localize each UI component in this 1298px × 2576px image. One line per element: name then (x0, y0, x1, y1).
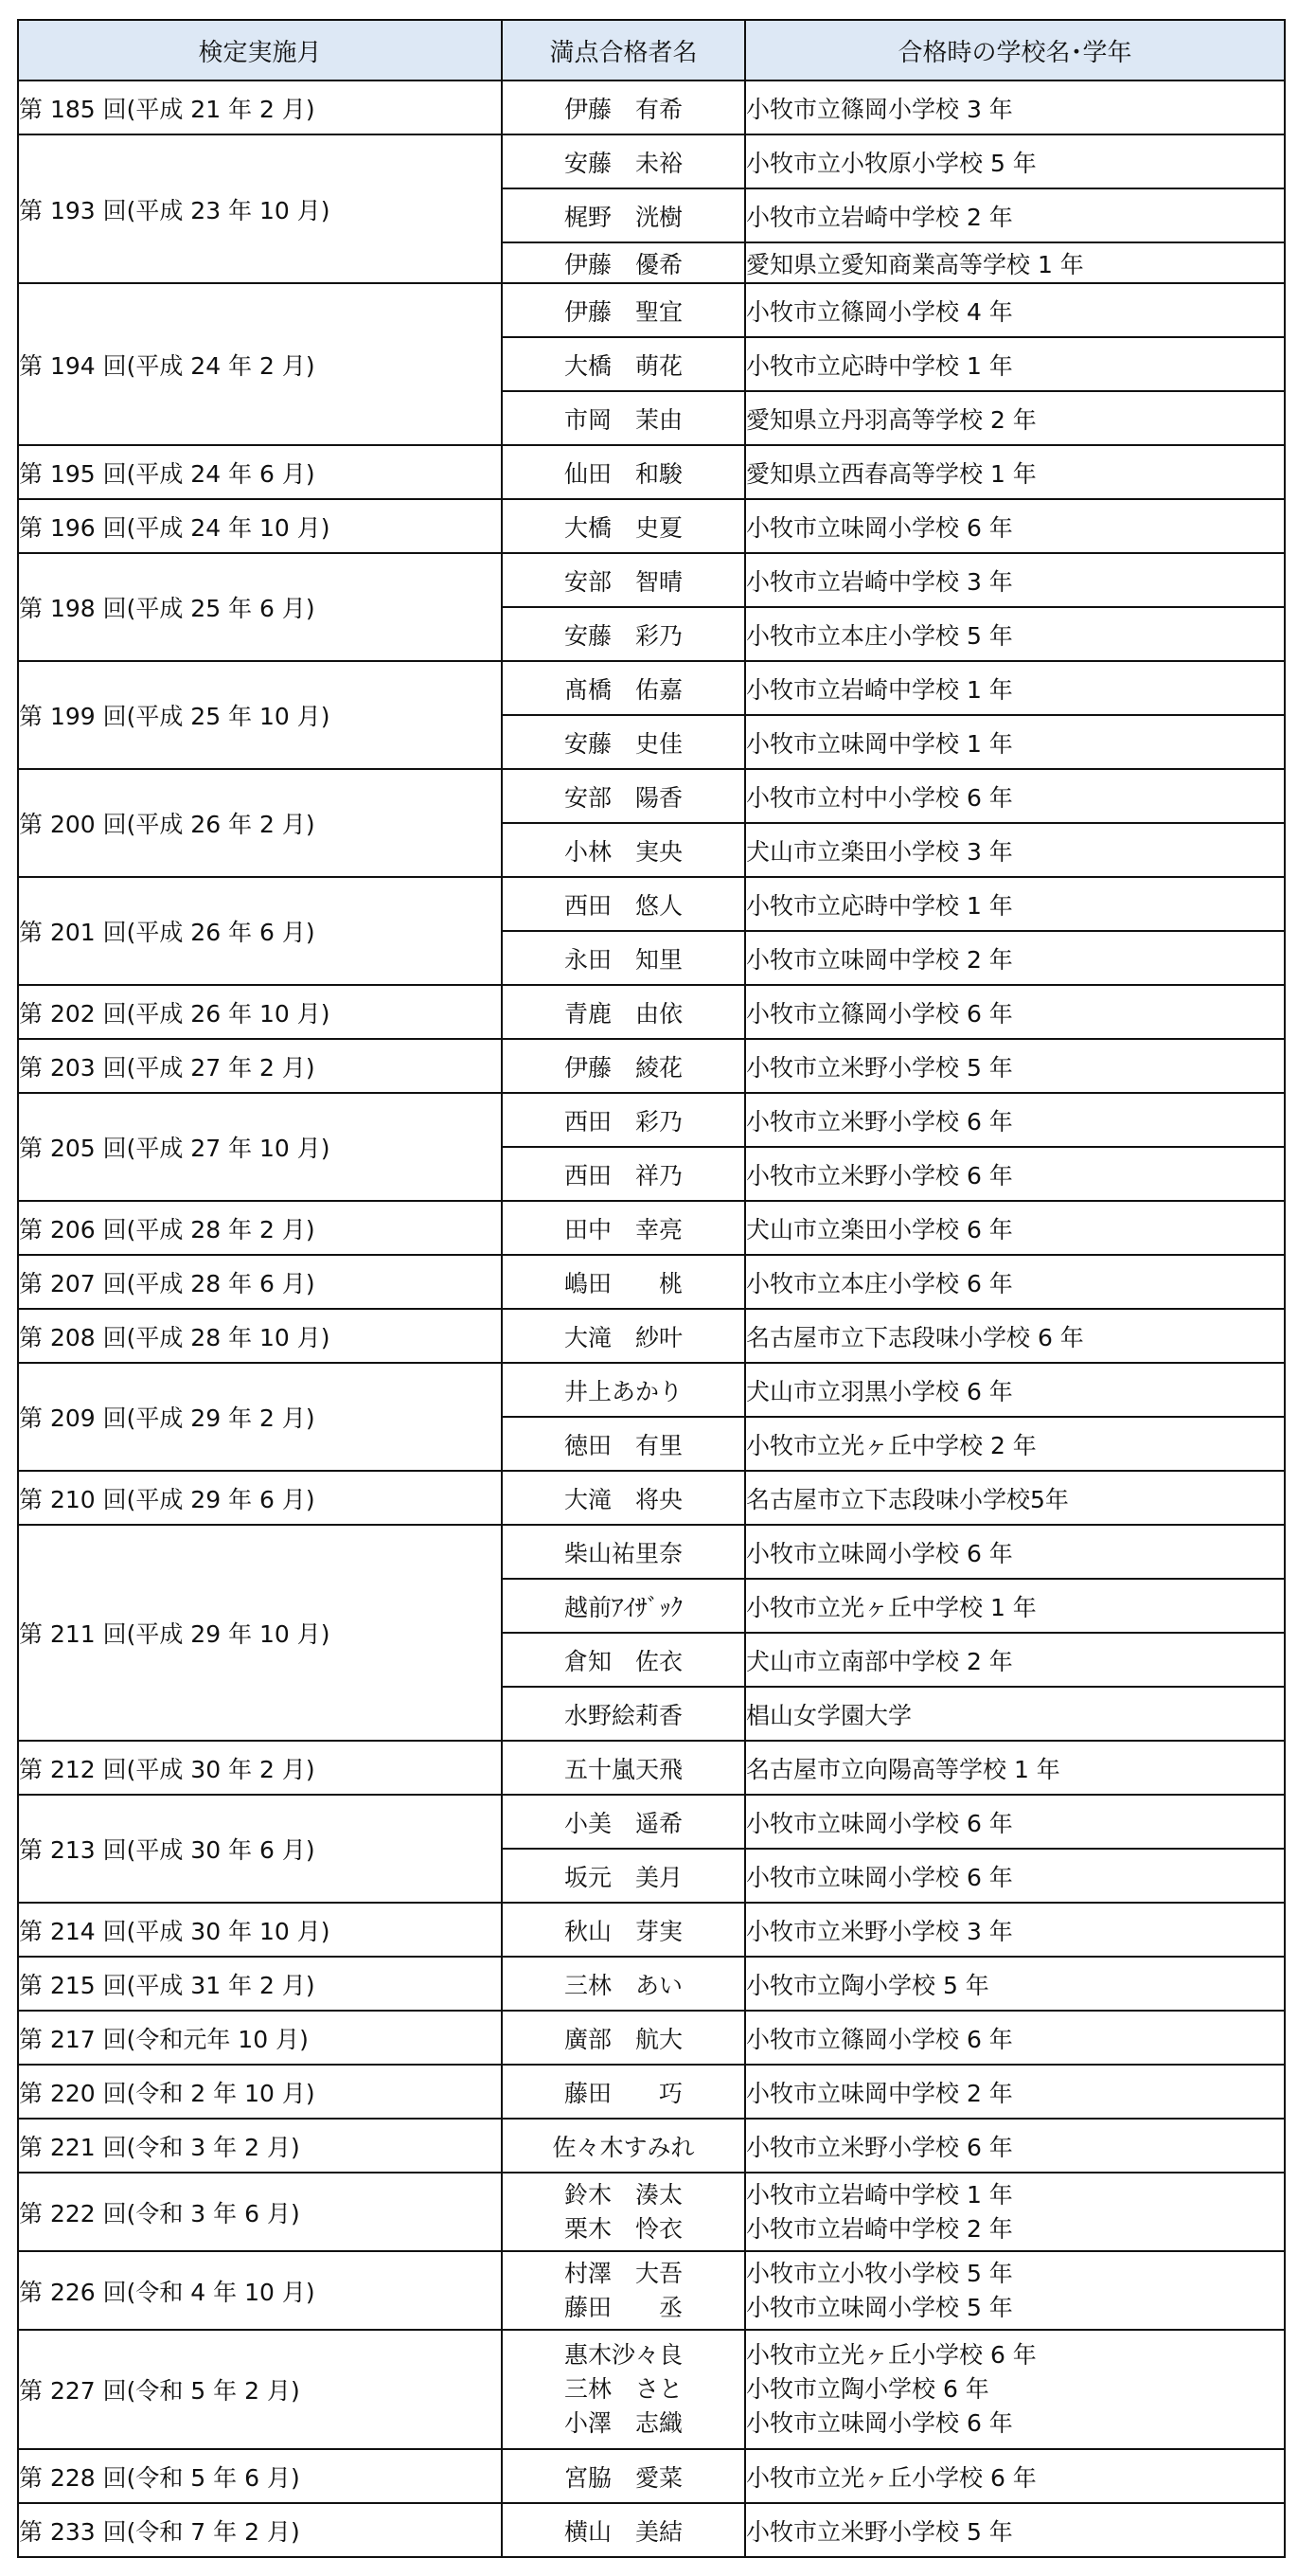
session-cell: 第 196 回(平成 24 年 10 月) (18, 499, 502, 553)
school-line: 小牧市立光ヶ丘小学校 6 年 (746, 2341, 1037, 2369)
school-cell: 小牧市立小牧原小学校 5 年 (745, 134, 1285, 188)
table-row (18, 2011, 1285, 2065)
school-cell: 小牧市立篠岡小学校 3 年 (745, 80, 1285, 134)
session-cell: 第 206 回(平成 28 年 2 月) (18, 1201, 502, 1255)
table-header-row (18, 20, 1285, 80)
session-cell: 第 233 回(令和 7 年 2 月) (18, 2503, 502, 2557)
table-row (18, 1039, 1285, 1093)
school-line: 小牧市立岩崎中学校 2 年 (746, 2214, 1013, 2243)
name-cell: 西田 悠人 (502, 877, 745, 931)
school-cell: 小牧市立陶小学校 5 年 (745, 1957, 1285, 2011)
school-cell: 小牧市立味岡小学校 6 年 (745, 499, 1285, 553)
header-school: 合格時の学校名･学年 (745, 20, 1285, 80)
school-cell: 小牧市立光ヶ丘中学校 1 年 (745, 1579, 1285, 1633)
name-line: 鈴木 湊太 (563, 2180, 683, 2209)
name-cell (502, 2330, 745, 2449)
table-row (18, 1741, 1285, 1795)
name-cell: 伊藤 綾花 (502, 1039, 745, 1093)
name-cell: 田中 幸亮 (502, 1201, 745, 1255)
school-cell: 犬山市立楽田小学校 6 年 (745, 1201, 1285, 1255)
session-cell: 第 213 回(平成 30 年 6 月) (18, 1795, 502, 1903)
name-line: 栗木 怜衣 (563, 2214, 683, 2243)
session-cell: 第 194 回(平成 24 年 2 月) (18, 283, 502, 445)
name-line: 三林 さと (563, 2375, 683, 2403)
table-row (18, 283, 1285, 337)
school-cell: 小牧市立村中小学校 6 年 (745, 769, 1285, 823)
school-cell: 小牧市立米野小学校 5 年 (745, 2503, 1285, 2557)
name-cell: 仙田 和駿 (502, 445, 745, 499)
table-row (18, 2119, 1285, 2173)
school-line: 小牧市立陶小学校 6 年 (746, 2375, 989, 2403)
table-row (18, 1795, 1285, 1849)
school-cell: 小牧市立本庄小学校 5 年 (745, 607, 1285, 661)
name-line: 村澤 大吾 (563, 2259, 683, 2287)
school-cell: 小牧市立岩崎中学校 3 年 (745, 553, 1285, 607)
table-row (18, 2449, 1285, 2503)
session-cell: 第 214 回(平成 30 年 10 月) (18, 1903, 502, 1957)
school-cell: 小牧市立篠岡小学校 6 年 (745, 2011, 1285, 2065)
school-cell: 小牧市立応時中学校 1 年 (745, 877, 1285, 931)
name-cell: 宮脇 愛菜 (502, 2449, 745, 2503)
session-cell: 第 202 回(平成 26 年 10 月) (18, 985, 502, 1039)
session-cell: 第 211 回(平成 29 年 10 月) (18, 1525, 502, 1741)
name-cell (502, 2251, 745, 2330)
session-cell: 第 203 回(平成 27 年 2 月) (18, 1039, 502, 1093)
session-cell: 第 220 回(令和 2 年 10 月) (18, 2065, 502, 2119)
header-name: 満点合格者名 (502, 20, 745, 80)
school-cell: 小牧市立光ヶ丘中学校 2 年 (745, 1417, 1285, 1471)
school-cell: 犬山市立羽黒小学校 6 年 (745, 1363, 1285, 1417)
session-cell: 第 228 回(令和 5 年 6 月) (18, 2449, 502, 2503)
school-line: 小牧市立味岡小学校 6 年 (746, 2409, 1013, 2437)
school-cell: 小牧市立米野小学校 3 年 (745, 1903, 1285, 1957)
name-cell: 水野絵莉香 (502, 1687, 745, 1741)
school-cell (745, 2173, 1285, 2251)
table-row (18, 2330, 1285, 2449)
table-row (18, 2503, 1285, 2557)
session-cell: 第 201 回(平成 26 年 6 月) (18, 877, 502, 985)
table-row (18, 2065, 1285, 2119)
table-row (18, 80, 1285, 134)
name-cell: 廣部 航大 (502, 2011, 745, 2065)
table-row (18, 445, 1285, 499)
school-cell: 小牧市立味岡小学校 6 年 (745, 1795, 1285, 1849)
name-cell: 藤田 巧 (502, 2065, 745, 2119)
school-cell: 小牧市立味岡小学校 6 年 (745, 1525, 1285, 1579)
table-row (18, 1903, 1285, 1957)
name-cell: 安藤 未裕 (502, 134, 745, 188)
session-cell: 第 195 回(平成 24 年 6 月) (18, 445, 502, 499)
name-cell: 越前ｱｲｻﾞｯｸ (502, 1579, 745, 1633)
school-cell: 愛知県立丹羽高等学校 2 年 (745, 391, 1285, 445)
table-row (18, 1093, 1285, 1147)
name-cell: 柴山祐里奈 (502, 1525, 745, 1579)
table-row (18, 1525, 1285, 1579)
perfect-score-table (17, 19, 1286, 2558)
name-cell: 井上あかり (502, 1363, 745, 1417)
school-line: 小牧市立小牧小学校 5 年 (746, 2259, 1013, 2287)
header-session: 検定実施月 (18, 20, 502, 80)
name-line: 惠木沙々良 (563, 2341, 683, 2369)
name-cell: 大滝 紗叶 (502, 1309, 745, 1363)
name-cell (502, 2173, 745, 2251)
school-cell: 名古屋市立下志段味小学校5年 (745, 1471, 1285, 1525)
name-cell: 安部 陽香 (502, 769, 745, 823)
table-row (18, 134, 1285, 188)
name-cell: 伊藤 優希 (502, 242, 745, 283)
session-cell: 第 185 回(平成 21 年 2 月) (18, 80, 502, 134)
session-cell: 第 215 回(平成 31 年 2 月) (18, 1957, 502, 2011)
name-cell: 梶野 洸樹 (502, 188, 745, 242)
school-cell: 小牧市立篠岡小学校 4 年 (745, 283, 1285, 337)
name-cell: 大橋 史夏 (502, 499, 745, 553)
school-line: 小牧市立味岡小学校 5 年 (746, 2293, 1013, 2321)
table-row (18, 661, 1285, 715)
table-row (18, 553, 1285, 607)
school-cell: 愛知県立西春高等学校 1 年 (745, 445, 1285, 499)
table-row (18, 1363, 1285, 1417)
session-cell: 第 198 回(平成 25 年 6 月) (18, 553, 502, 661)
session-cell: 第 209 回(平成 29 年 2 月) (18, 1363, 502, 1471)
name-cell: 伊藤 有希 (502, 80, 745, 134)
session-cell: 第 210 回(平成 29 年 6 月) (18, 1471, 502, 1525)
school-cell: 犬山市立南部中学校 2 年 (745, 1633, 1285, 1687)
name-cell: 市岡 茉由 (502, 391, 745, 445)
name-cell: 嶋田 桃 (502, 1255, 745, 1309)
table-row (18, 1957, 1285, 2011)
school-cell: 名古屋市立下志段味小学校 6 年 (745, 1309, 1285, 1363)
school-cell: 小牧市立岩崎中学校 1 年 (745, 661, 1285, 715)
name-cell: 五十嵐天飛 (502, 1741, 745, 1795)
name-cell: 青鹿 由依 (502, 985, 745, 1039)
session-cell: 第 199 回(平成 25 年 10 月) (18, 661, 502, 769)
table-row (18, 2173, 1285, 2251)
session-cell: 第 208 回(平成 28 年 10 月) (18, 1309, 502, 1363)
school-cell: 犬山市立楽田小学校 3 年 (745, 823, 1285, 877)
school-cell: 愛知県立愛知商業高等学校 1 年 (745, 242, 1285, 283)
table-row (18, 985, 1285, 1039)
name-cell: 西田 彩乃 (502, 1093, 745, 1147)
session-cell: 第 217 回(令和元年 10 月) (18, 2011, 502, 2065)
table-row (18, 499, 1285, 553)
session-cell: 第 193 回(平成 23 年 10 月) (18, 134, 502, 283)
session-cell: 第 200 回(平成 26 年 2 月) (18, 769, 502, 877)
name-cell: 大滝 将央 (502, 1471, 745, 1525)
name-cell: 小林 実央 (502, 823, 745, 877)
session-cell: 第 212 回(平成 30 年 2 月) (18, 1741, 502, 1795)
school-cell: 小牧市立岩崎中学校 2 年 (745, 188, 1285, 242)
name-cell: 安藤 彩乃 (502, 607, 745, 661)
name-cell: 三林 あい (502, 1957, 745, 2011)
table-row (18, 877, 1285, 931)
school-line: 小牧市立岩崎中学校 1 年 (746, 2180, 1013, 2209)
session-cell: 第 205 回(平成 27 年 10 月) (18, 1093, 502, 1201)
school-cell (745, 2330, 1285, 2449)
table-row (18, 1309, 1285, 1363)
table-row (18, 769, 1285, 823)
table-row (18, 1201, 1285, 1255)
school-cell: 名古屋市立向陽高等学校 1 年 (745, 1741, 1285, 1795)
name-line: 藤田 丞 (563, 2293, 683, 2321)
school-cell: 小牧市立篠岡小学校 6 年 (745, 985, 1285, 1039)
name-cell: 安部 智晴 (502, 553, 745, 607)
school-cell: 小牧市立米野小学校 6 年 (745, 2119, 1285, 2173)
table-row (18, 1471, 1285, 1525)
session-cell: 第 226 回(令和 4 年 10 月) (18, 2251, 502, 2330)
name-cell: 横山 美結 (502, 2503, 745, 2557)
name-cell: 坂元 美月 (502, 1849, 745, 1903)
name-cell: 秋山 芽実 (502, 1903, 745, 1957)
session-cell: 第 227 回(令和 5 年 2 月) (18, 2330, 502, 2449)
name-cell: 大橋 萌花 (502, 337, 745, 391)
name-line: 小澤 志織 (563, 2409, 683, 2437)
session-cell: 第 222 回(令和 3 年 6 月) (18, 2173, 502, 2251)
name-cell: 佐々木すみれ (502, 2119, 745, 2173)
session-cell: 第 221 回(令和 3 年 2 月) (18, 2119, 502, 2173)
name-cell: 永田 知里 (502, 931, 745, 985)
name-cell: 徳田 有里 (502, 1417, 745, 1471)
school-cell (745, 2251, 1285, 2330)
name-cell: 伊藤 聖宜 (502, 283, 745, 337)
name-cell: 倉知 佐衣 (502, 1633, 745, 1687)
name-cell: 安藤 史佳 (502, 715, 745, 769)
school-cell: 小牧市立本庄小学校 6 年 (745, 1255, 1285, 1309)
school-cell: 椙山女学園大学 (745, 1687, 1285, 1741)
school-cell: 小牧市立米野小学校 6 年 (745, 1093, 1285, 1147)
name-cell: 髙橋 佑嘉 (502, 661, 745, 715)
school-cell: 小牧市立味岡中学校 2 年 (745, 2065, 1285, 2119)
school-cell: 小牧市立味岡中学校 1 年 (745, 715, 1285, 769)
name-cell: 小美 遥希 (502, 1795, 745, 1849)
school-cell: 小牧市立味岡中学校 2 年 (745, 931, 1285, 985)
school-cell: 小牧市立味岡小学校 6 年 (745, 1849, 1285, 1903)
name-cell: 西田 祥乃 (502, 1147, 745, 1201)
school-cell: 小牧市立応時中学校 1 年 (745, 337, 1285, 391)
table-row (18, 1255, 1285, 1309)
table-row (18, 2251, 1285, 2330)
session-cell: 第 207 回(平成 28 年 6 月) (18, 1255, 502, 1309)
school-cell: 小牧市立米野小学校 5 年 (745, 1039, 1285, 1093)
school-cell: 小牧市立米野小学校 6 年 (745, 1147, 1285, 1201)
school-cell: 小牧市立光ヶ丘小学校 6 年 (745, 2449, 1285, 2503)
